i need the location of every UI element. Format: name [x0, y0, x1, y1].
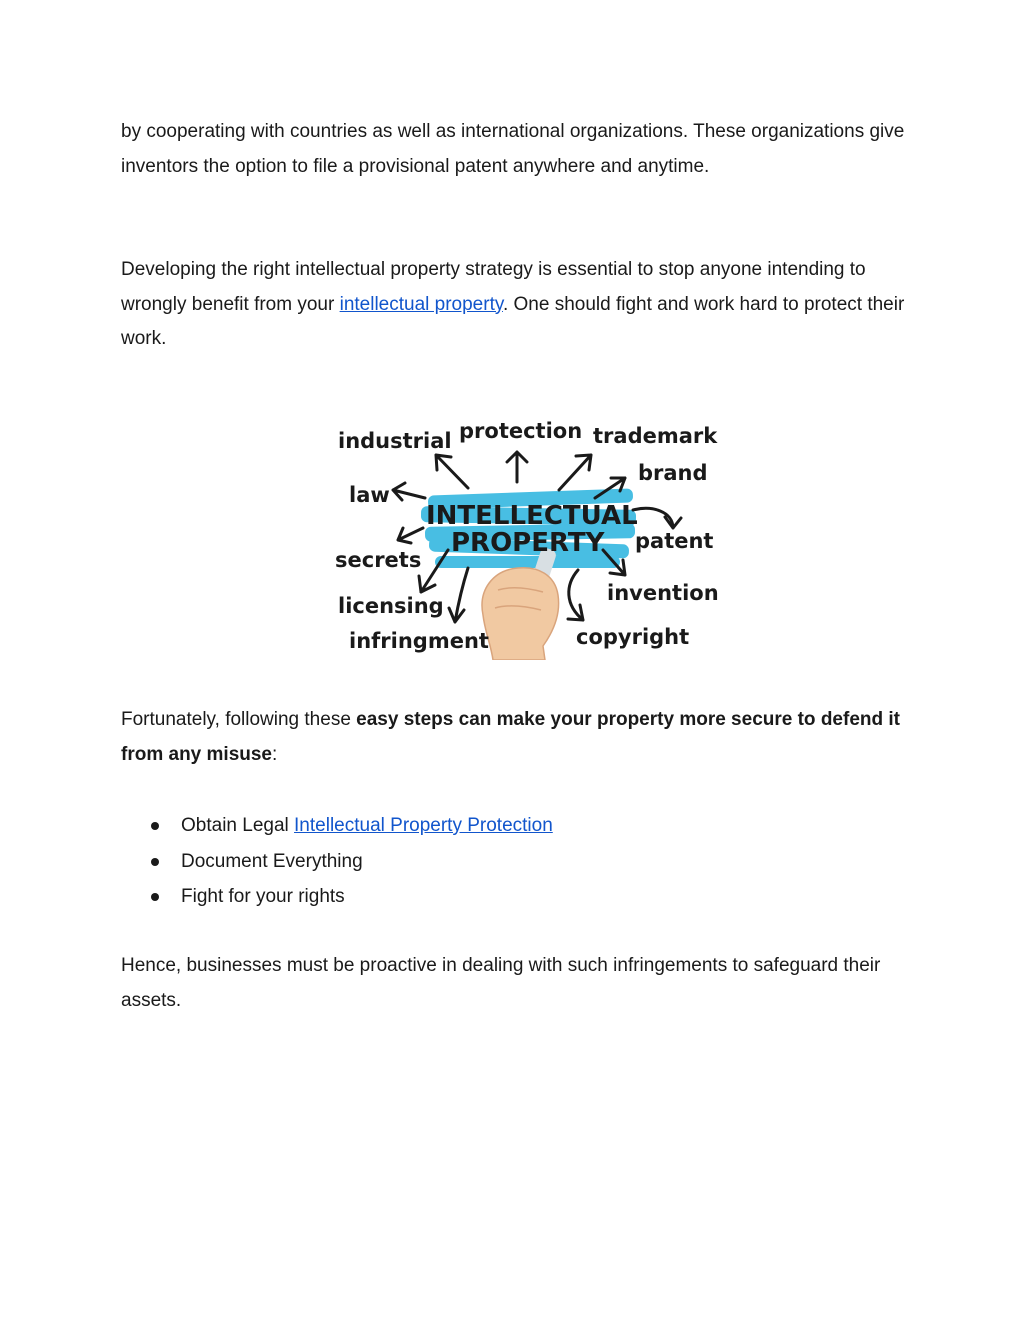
word-patent: patent [635, 529, 714, 553]
center-title-line1: INTELLECTUAL [426, 501, 638, 531]
paragraph-strategy [121, 253, 911, 357]
word-secrets: secrets [335, 548, 422, 572]
list-item-text: Document Everything [181, 850, 363, 872]
word-licensing: licensing [338, 594, 444, 618]
steps-intro-text: Fortunately, following these [121, 709, 357, 730]
list-item-text: Fight for your rights [181, 886, 345, 907]
intellectual-property-link[interactable]: intellectual property [339, 293, 503, 315]
bullet-icon [151, 858, 159, 866]
paragraph-steps-intro [121, 703, 911, 772]
word-trademark: trademark [593, 424, 718, 448]
word-brand: brand [638, 461, 708, 485]
paragraph-conclusion: Hence, businesses must be proactive in dealing with such infringements to safeguard their assets. [121, 955, 881, 1011]
word-cloud-illustration [333, 410, 725, 660]
word-invention: invention [607, 581, 719, 605]
bullet-icon [151, 893, 159, 901]
list-item-text: Obtain Legal [181, 815, 295, 836]
steps-intro-bold: easy steps can make your property more secure to defend it from any misuse [121, 709, 900, 765]
word-copyright: copyright [576, 625, 690, 649]
word-law: law [349, 483, 390, 507]
ip-protection-link[interactable]: Intellectual Property Protection [294, 815, 553, 836]
intellectual-property-image [333, 410, 725, 660]
word-infringment: infringment [349, 629, 489, 653]
list-item [121, 879, 911, 915]
steps-intro-colon: : [272, 743, 278, 765]
list-item [121, 844, 911, 880]
word-protection: protection [459, 419, 583, 443]
word-industrial: industrial [338, 429, 452, 453]
paragraph-cooperation: by cooperating with countries as well as international organizations. These organizations give inventors the option to file a provisional patent anywhere and anytime. [121, 121, 905, 177]
bullet-icon [151, 822, 159, 830]
center-title-line2: PROPERTY [451, 528, 605, 558]
list-item [121, 808, 911, 844]
paragraph-strategy-text: Developing the right intellectual property strategy is essential to stop anyone intending to wrongly benefit from your [121, 259, 866, 315]
paragraph-strategy-tail: . One should fight and work hard to protect their work. [121, 293, 905, 349]
steps-list [121, 808, 911, 915]
